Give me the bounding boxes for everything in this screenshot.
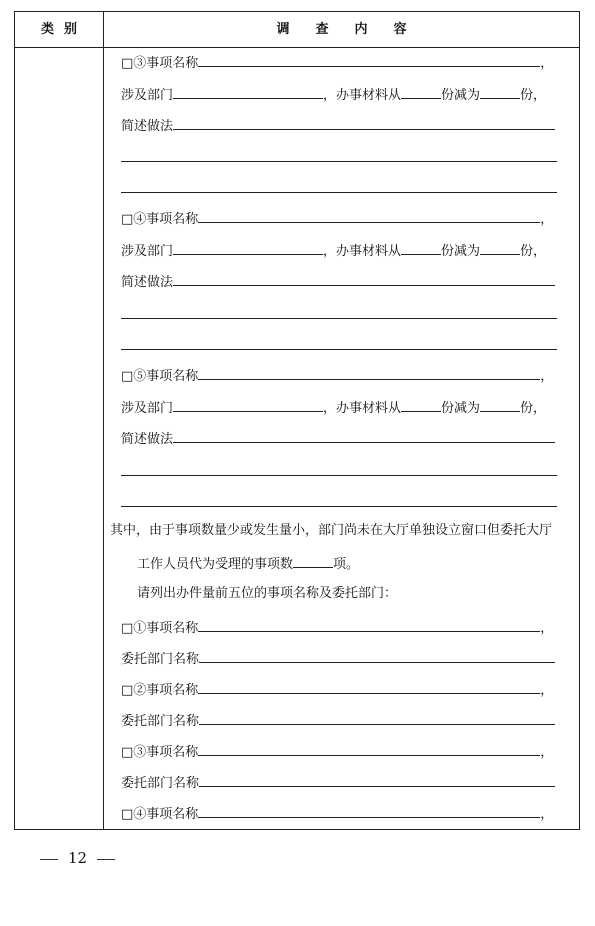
list-item-3-label: □③事项名称 — [121, 745, 199, 760]
copies-label: 份， — [520, 244, 547, 259]
materials-from-label: ，办事材料从 — [323, 401, 402, 416]
paragraph-line-2-text: 工作人员代为受理的事项数 — [137, 557, 294, 572]
item-3-name-row — [121, 53, 553, 69]
entrusted-count-field[interactable] — [293, 554, 333, 568]
item-3-method-row — [121, 116, 555, 132]
list-item-4-label: □④事项名称 — [121, 807, 199, 822]
list-item-3-dept-row — [121, 773, 555, 789]
paragraph-line-2 — [137, 554, 359, 573]
item-4-method-line-3[interactable] — [121, 349, 557, 350]
dash-left — [40, 859, 58, 860]
entrust-dept-label: 委托部门名称 — [121, 652, 200, 667]
item-3-from-field[interactable] — [401, 85, 441, 99]
item-4-to-field[interactable] — [480, 241, 520, 255]
list-item-3-row — [121, 742, 553, 758]
item-5-dept-row — [121, 398, 546, 414]
item-3-dept-field[interactable] — [173, 85, 323, 99]
item-5-method-row — [121, 429, 555, 445]
header-category: 类别 — [40, 22, 87, 37]
item-3-to-field[interactable] — [480, 85, 520, 99]
item-5-method-line-2[interactable] — [121, 475, 557, 476]
paragraph-line-1: 其中，由于事项数量少或发生量小，部门尚未在大厅单独设立窗口但委托大厅 — [110, 523, 553, 538]
table-header-row — [15, 12, 579, 48]
item-4-dept-field[interactable] — [173, 241, 323, 255]
materials-from-label: ，办事材料从 — [323, 244, 402, 259]
dept-label: 涉及部门 — [121, 401, 174, 416]
header-content: 调查内容 — [276, 22, 433, 37]
comma: ， — [540, 56, 554, 71]
dept-label: 涉及部门 — [121, 244, 174, 259]
item-4-method-line-2[interactable] — [121, 318, 557, 319]
list-item-3-dept-field[interactable] — [199, 773, 555, 787]
item-3-name-field[interactable] — [198, 53, 540, 67]
item-5-dept-field[interactable] — [173, 398, 323, 412]
dash-right — [97, 859, 115, 860]
item-5-from-field[interactable] — [401, 398, 441, 412]
method-label: 简述做法 — [121, 119, 174, 134]
copies-label: 份， — [520, 88, 547, 103]
paragraph-line-2-suffix: 项。 — [333, 557, 360, 572]
page-number-text: 12 — [68, 849, 88, 867]
item-3-method-line-2[interactable] — [121, 161, 557, 162]
paragraph-line-3: 请列出办件量前五位的事项名称及委托部门： — [137, 586, 398, 601]
item-5-method-field[interactable] — [173, 429, 555, 443]
comma: ， — [540, 683, 554, 698]
list-item-2-row — [121, 680, 553, 696]
column-divider — [103, 12, 104, 829]
item-4-dept-row — [121, 241, 546, 257]
copies-label: 份， — [520, 401, 547, 416]
comma: ， — [540, 621, 554, 636]
reduced-to-label: 份减为 — [441, 401, 481, 416]
comma: ， — [540, 745, 554, 760]
entrust-dept-label: 委托部门名称 — [121, 714, 200, 729]
dept-label: 涉及部门 — [121, 88, 174, 103]
materials-from-label: ，办事材料从 — [323, 88, 402, 103]
entrust-dept-label: 委托部门名称 — [121, 776, 200, 791]
comma: ， — [540, 369, 554, 384]
item-5-name-row — [121, 366, 553, 382]
list-item-1-row — [121, 618, 553, 634]
list-item-1-dept-row — [121, 649, 555, 665]
comma: ， — [540, 212, 554, 227]
page-number — [30, 848, 125, 868]
list-item-1-dept-field[interactable] — [199, 649, 555, 663]
list-item-4-field[interactable] — [198, 804, 540, 818]
item-3-dept-row — [121, 85, 546, 101]
item-5-name-field[interactable] — [198, 366, 540, 380]
survey-table — [14, 11, 580, 830]
list-item-2-label: □②事项名称 — [121, 683, 199, 698]
list-item-2-dept-row — [121, 711, 555, 727]
reduced-to-label: 份减为 — [441, 244, 481, 259]
list-item-4-row — [121, 804, 553, 820]
item-4-from-field[interactable] — [401, 241, 441, 255]
item-3-name-label: □③事项名称 — [121, 56, 199, 71]
list-item-1-label: □①事项名称 — [121, 621, 199, 636]
item-4-name-label: □④事项名称 — [121, 212, 199, 227]
item-4-method-field[interactable] — [173, 272, 555, 286]
reduced-to-label: 份减为 — [441, 88, 481, 103]
item-3-method-line-3[interactable] — [121, 192, 557, 193]
method-label: 简述做法 — [121, 432, 174, 447]
list-item-3-field[interactable] — [198, 742, 540, 756]
item-5-method-line-3[interactable] — [121, 506, 557, 507]
item-5-to-field[interactable] — [480, 398, 520, 412]
item-4-method-row — [121, 272, 555, 288]
item-5-name-label: □⑤事项名称 — [121, 369, 199, 384]
method-label: 简述做法 — [121, 275, 174, 290]
list-item-2-field[interactable] — [198, 680, 540, 694]
comma: ， — [540, 807, 554, 822]
item-4-name-field[interactable] — [198, 209, 540, 223]
list-item-2-dept-field[interactable] — [199, 711, 555, 725]
list-item-1-field[interactable] — [198, 618, 540, 632]
item-3-method-field[interactable] — [173, 116, 555, 130]
item-4-name-row — [121, 209, 553, 225]
